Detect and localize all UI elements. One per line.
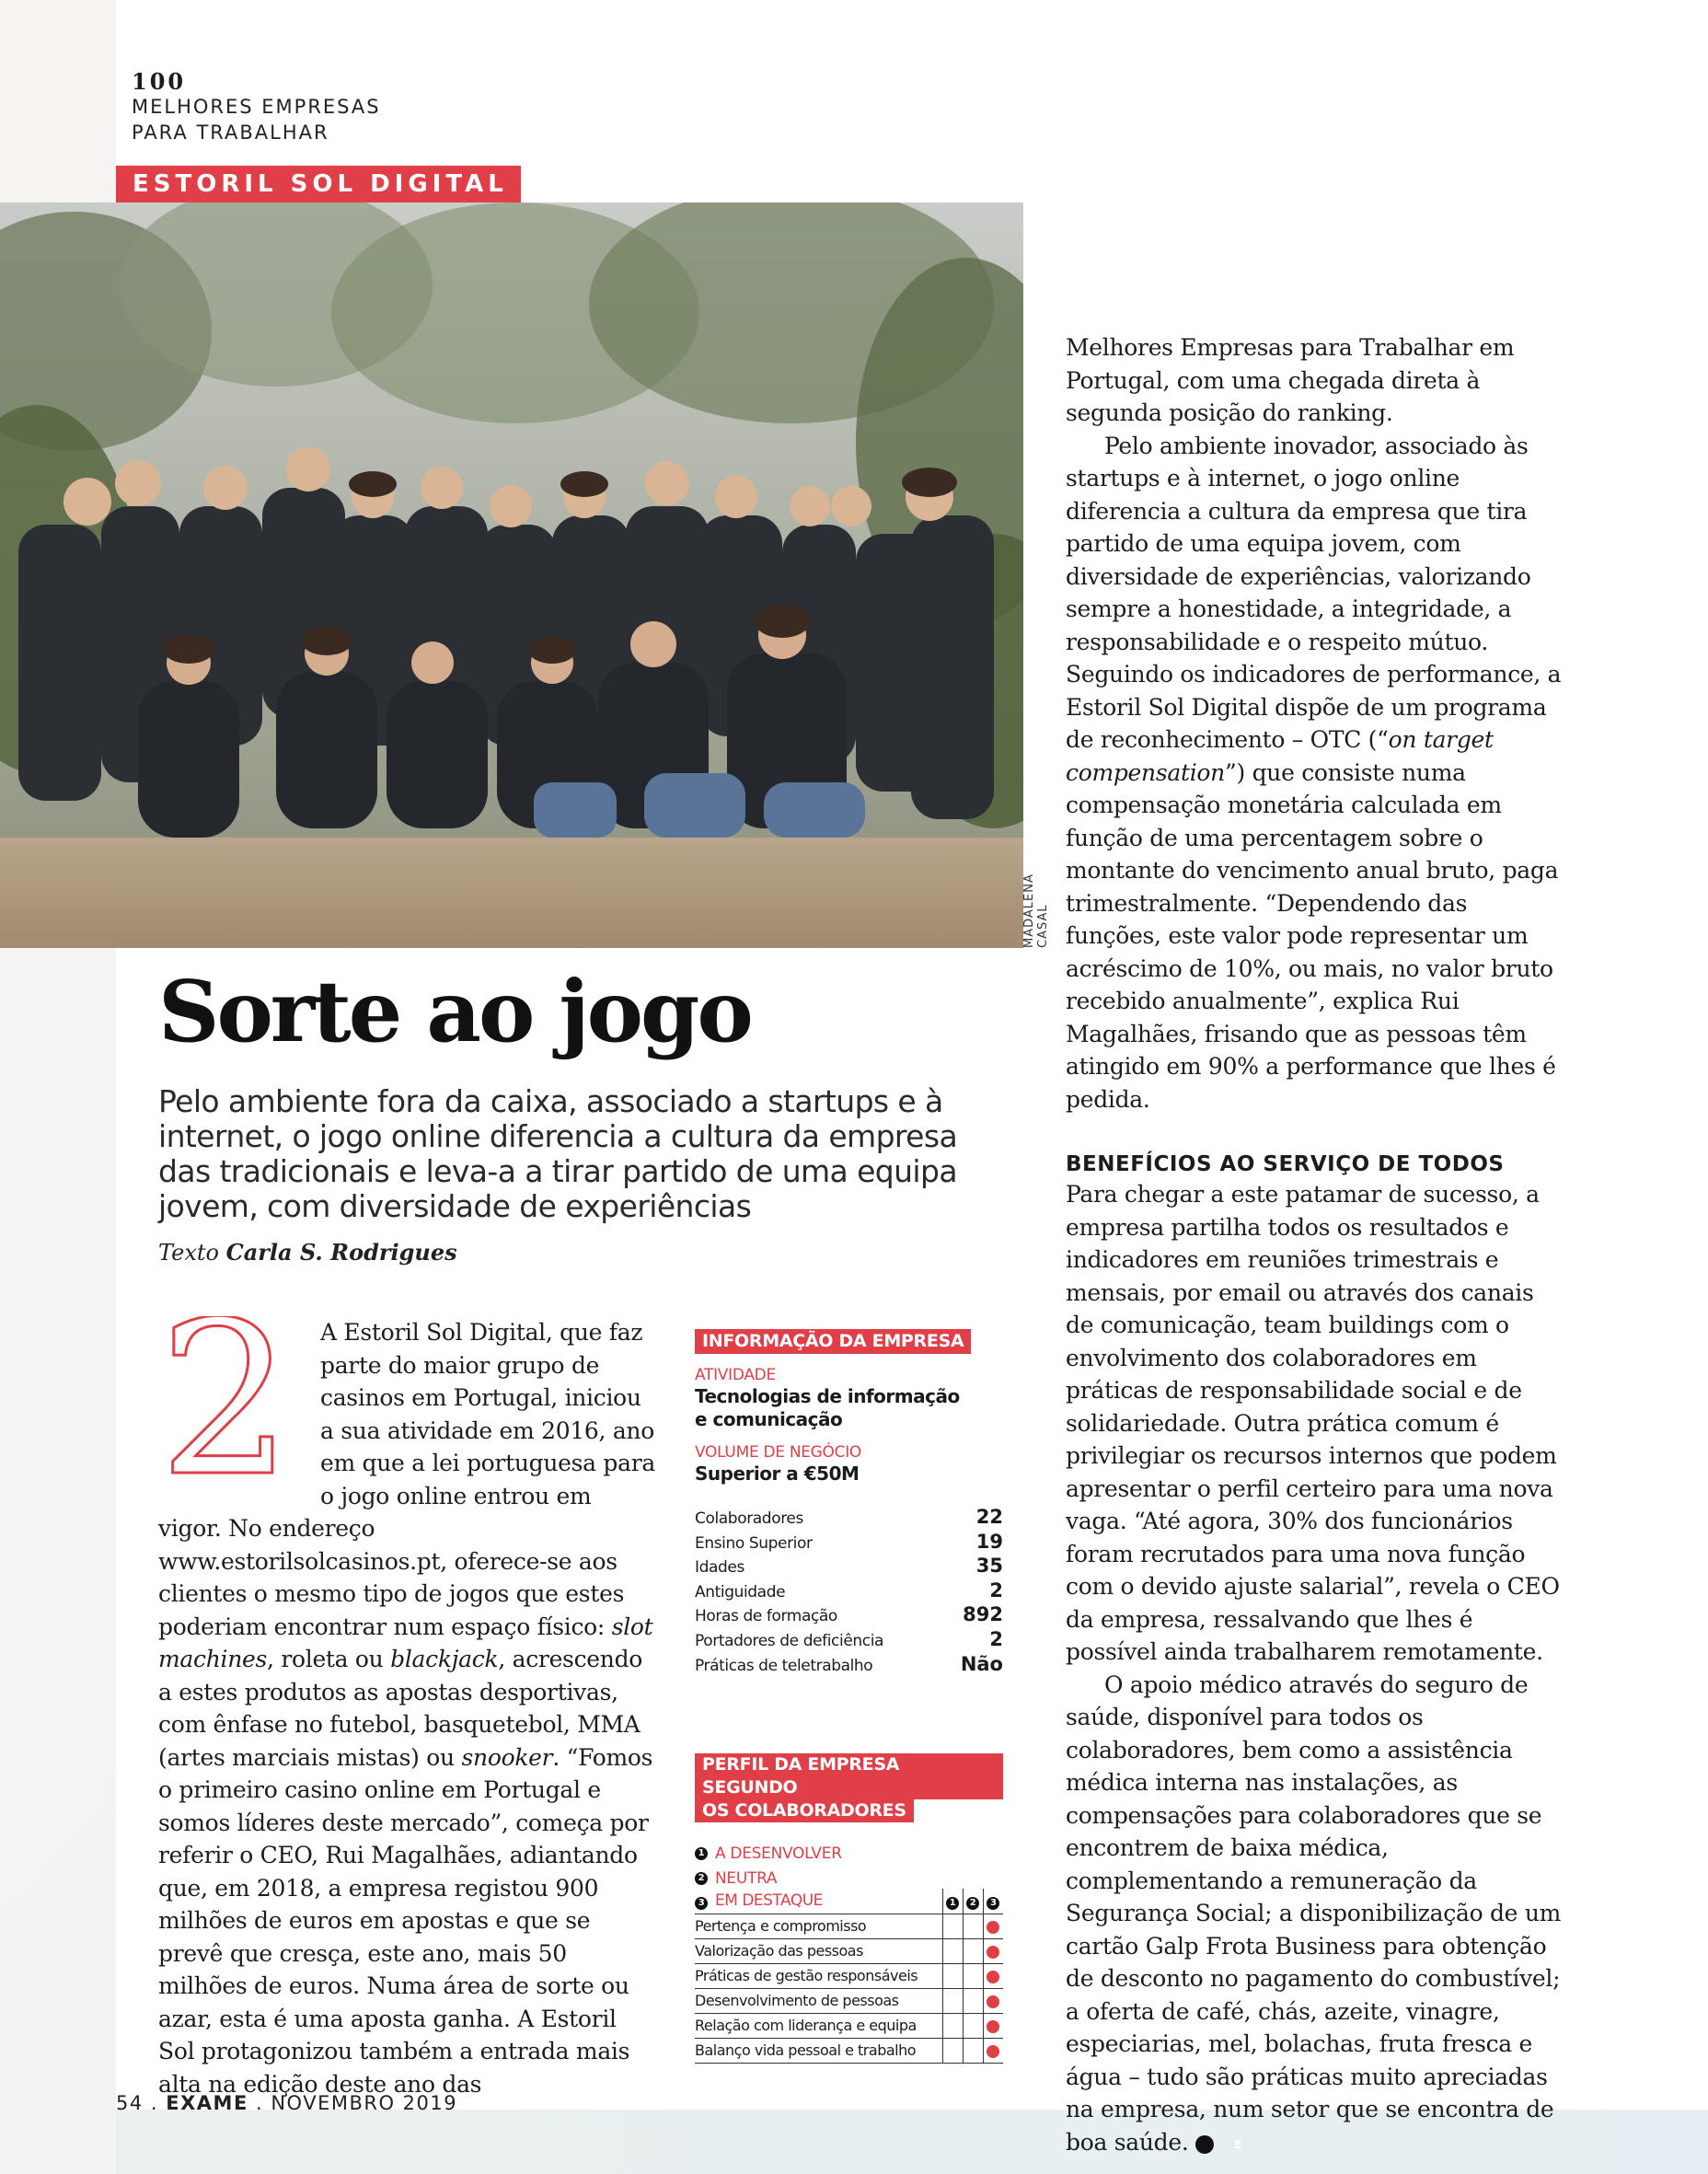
page-number: 54	[116, 2092, 144, 2114]
legend-item: 1 A DESENVOLVER	[695, 1841, 1003, 1866]
activity-value-2: e comunicação	[695, 1408, 843, 1430]
end-mark-icon: E	[1195, 2135, 1214, 2154]
profile-row: Pertença e compromisso	[695, 1914, 1003, 1938]
profile-table-header: 3 EM DESTAQUE 1 2 3	[695, 1889, 1003, 1914]
turnover-value: Superior a €50M	[695, 1463, 860, 1485]
stat-row: Horas de formação 892	[695, 1603, 1003, 1626]
series-label	[132, 70, 381, 145]
company-info-title: INFORMAÇÃO DA EMPRESA	[695, 1329, 971, 1354]
series-line-1: MELHORES EMPRESAS	[132, 96, 381, 118]
page-folio: 54 . EXAME . NOVEMBRO 2019	[116, 2092, 458, 2114]
stat-row: Ensino Superior 19	[695, 1530, 1003, 1553]
turnover-label: VOLUME DE NEGÓCIO	[695, 1443, 862, 1462]
headline: Sorte ao jogo	[158, 962, 751, 1061]
right-paragraph-4: O apoio médico através do seguro de saúde, disponível para todos os colaboradores, bem como a assistência médica interna nas instalações, as compensações para colaboradores que se encontrem de baixa médica, complementando a remuneração da Segurança Social; a disponibilização de um cartão Galp Frota Business para obtenção de desconto no pagamento do combustível; a oferta de café, chás, azeite, vinagre, especiarias, mel, bolachas, fruta fresca e água – tudo são práticas muito apreciadas na empresa, num setor que se encontra de boa saúde. E	[1066, 1671, 1562, 2156]
article-column-right	[1066, 331, 1563, 2158]
section-tag: ESTORIL SOL DIGITAL	[116, 166, 521, 202]
series-number: 100	[132, 68, 187, 95]
byline-prefix: Texto	[158, 1240, 219, 1266]
rating-dot	[987, 1921, 999, 1934]
subhead: BENEFÍCIOS AO SERVIÇO DE TODOS	[1066, 1152, 1505, 1176]
company-info-box	[695, 1329, 1003, 1677]
profile-row: Relação com liderança e equipa	[695, 2013, 1003, 2038]
stat-row: Portadores de deficiência 2	[695, 1627, 1003, 1650]
rating-dot	[987, 1971, 999, 1983]
byline-author: Carla S. Rodrigues	[225, 1239, 457, 1266]
rating-dot	[987, 1995, 999, 2008]
magazine-name: EXAME	[166, 2092, 248, 2114]
left-paragraph: A Estoril Sol Digital, que faz parte do maior grupo de casinos em Portugal, iniciou a sua atividade em 2016, ano em que a lei portuguesa para o jogo online entrou em vigor. No endereço www.estorilsolcasinos.pt, oferece-se aos clientes o mesmo tipo de jogos que estes poderiam encontrar num espaço físico: slot machines, roleta ou blackjack, acrescendo a estes produtos as apostas desportivas, com ênfase no futebol, basquetebol, MMA (artes marciais mistas) ou snooker. “Fomos o primeiro casino online em Portugal e somos líderes deste mercado”, começa por referir o CEO, Rui Magalhães, adiantando que, em 2018, a empresa registou 900 milhões de euros em apostas e que se prevê que cresça, este ano, mais 50 milhões de euros. Numa área de sorte ou azar, esta é uma aposta ganha. A Estoril Sol protagonizou também a entrada mais alta na edição deste ano das	[158, 1319, 655, 2098]
right-paragraph-2: Pelo ambiente inovador, associado às startups e à internet, o jogo online diferencia a cultura da empresa que tira partido de uma equipa jovem, com diversidade de experiências, valorizando sempre a honestidade, a integridade, a responsabilidade e o respeito mútuo. Seguindo os indicadores de performance, a Estoril Sol Digital dispõe de um programa de reconhecimento – OTC (“on target compensation”) que consiste numa compensação monetária calculada em função de uma percentagem sobre o montante do vencimento anual bruto, paga trimestralmente. “Dependendo das funções, este valor pode representar um acréscimo de 10%, ou mais, no valor bruto recebido anualmente”, explica Rui Magalhães, frisando que as pessoas têm atingido em 90% a performance que lhes é pedida.	[1066, 432, 1562, 1113]
issue-date: NOVEMBRO 2019	[271, 2092, 458, 2114]
activity-value-1: Tecnologias de informação	[695, 1385, 960, 1407]
right-paragraph-1: Melhores Empresas para Trabalhar em Portugal, com uma chegada direta à segunda posição do ranking.	[1066, 334, 1515, 426]
rating-dot	[987, 2045, 999, 2058]
stat-row: Antiguidade 2	[695, 1578, 1003, 1602]
stat-row: Idades 35	[695, 1555, 1003, 1578]
drop-cap-digit: 2	[158, 1316, 294, 1500]
employee-profile-box	[695, 1753, 1003, 2064]
byline	[158, 1239, 457, 1266]
profile-row: Desenvolvimento de pessoas	[695, 1988, 1003, 2013]
team-photo	[0, 202, 1023, 948]
photo-credit: MADALENA CASAL	[1022, 873, 1050, 948]
profile-title-line1: PERFIL DA EMPRESA SEGUNDO	[695, 1753, 1003, 1799]
activity-label: ATIVIDADE	[695, 1366, 776, 1384]
right-paragraph-3: Para chegar a este patamar de sucesso, a empresa partilha todos os resultados e indicadores em reuniões trimestrais e mensais, por email ou através dos canais de comunicação, team buildings com o envolvimento dos colaboradores em práticas de responsabilidade social e de solidariedade. Outra prática comum é privilegiar os recursos internos que podem apresentar o perfil certeiro para uma nova vaga. “Até agora, 30% dos funcionários foram recrutados para uma nova função com o devido ajuste salarial”, revela o CEO da empresa, ressalvando que lhes é possível ainda trabalharem remotamente.	[1066, 1181, 1560, 1665]
rating-dot	[987, 1946, 999, 1959]
profile-row: Balanço vida pessoal e trabalho	[695, 2038, 1003, 2063]
series-line-2: PARA TRABALHAR	[132, 121, 329, 144]
stats-list	[695, 1506, 1003, 1677]
profile-table	[695, 1889, 1003, 2064]
legend-item: 2 NEUTRA	[695, 1866, 1003, 1891]
stat-row: Colaboradores 22	[695, 1506, 1003, 1528]
article-column-left	[158, 1316, 655, 2100]
profile-title-line2: OS COLABORADORES	[695, 1799, 914, 1822]
profile-row: Valorização das pessoas	[695, 1938, 1003, 1963]
drop-cap	[158, 1316, 320, 1509]
deck: Pelo ambiente fora da caixa, associado a startups e à internet, o jogo online diferencia a cultura da empresa das tradicionais e leva-a a tirar partido de uma equipa jovem, com diversidade de experiências	[158, 1083, 958, 1224]
team-photo-image	[0, 202, 1023, 948]
profile-legend	[695, 1841, 1003, 1891]
profile-row: Práticas de gestão responsáveis	[695, 1963, 1003, 1988]
rating-dot	[987, 2020, 999, 2033]
stat-row: Práticas de teletrabalho Não	[695, 1652, 1003, 1675]
